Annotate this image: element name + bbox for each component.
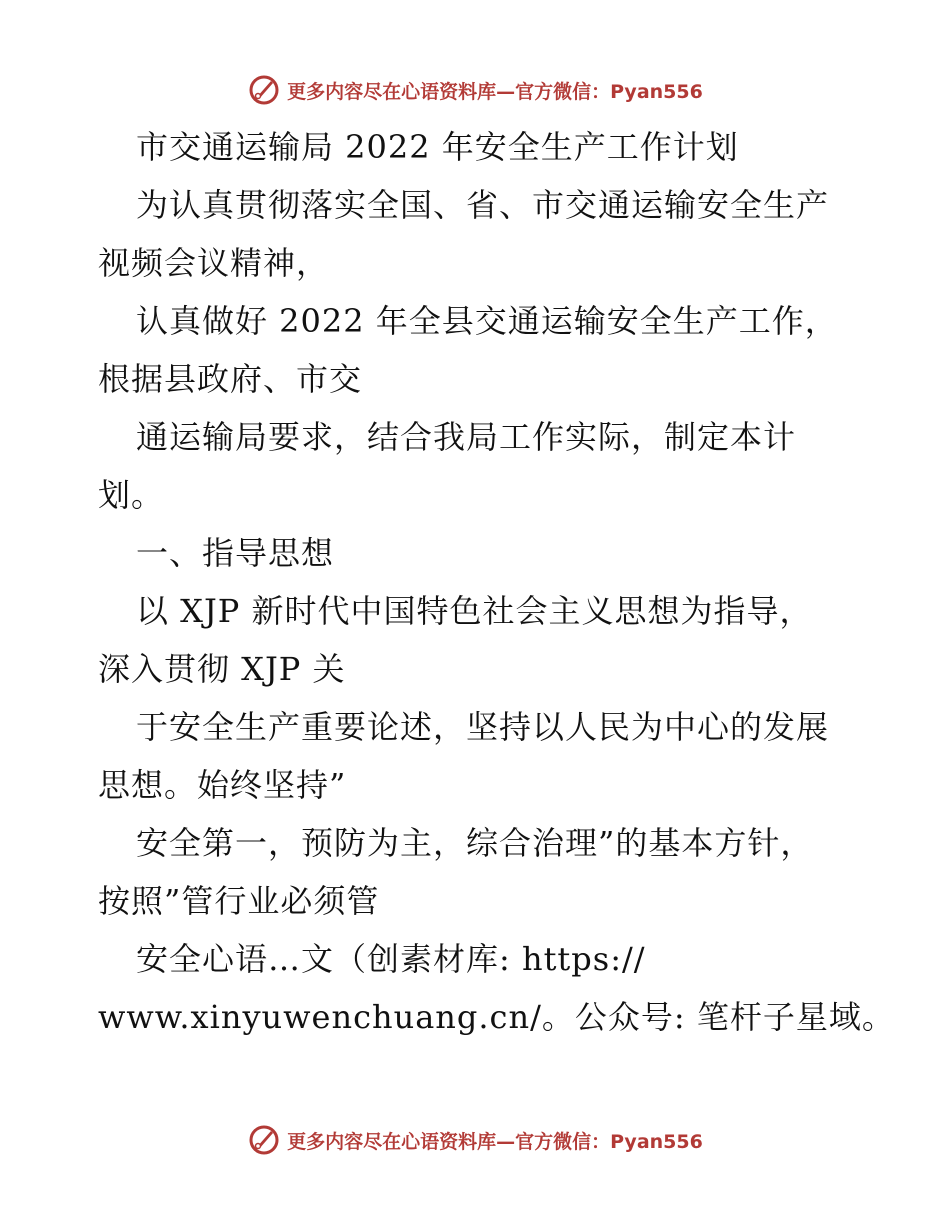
header-banner-text: 更多内容尽在心语资料库—官方微信：Pyan556 — [287, 80, 703, 103]
paragraph-line: 根据县政府、市交 — [98, 360, 363, 398]
paragraph-line: 按照”管行业必须管 — [98, 882, 380, 920]
quill-logo-icon — [247, 73, 281, 107]
paragraph-line: www.xinyuwenchuang.cn/。公众号: 笔杆子星域。 — [98, 998, 895, 1036]
paragraph-line: 安全心语…文（创素材库: https:// — [136, 940, 646, 978]
paragraph-line: 思想。始终坚持” — [98, 766, 347, 804]
paragraph-line: 安全第一，预防为主，综合治理”的基本方针， — [136, 824, 814, 862]
paragraph-line: 为认真贯彻落实全国、省、市交通运输安全生产 — [136, 186, 830, 224]
paragraph-line: 视频会议精神， — [98, 244, 330, 282]
paragraph-line: 认真做好 2022 年全县交通运输安全生产工作， — [136, 302, 838, 340]
paragraph-line: 划。 — [98, 476, 165, 514]
section-heading: 一、指导思想 — [136, 534, 335, 572]
document-body — [98, 118, 895, 1046]
footer-banner-text: 更多内容尽在心语资料库—官方微信：Pyan556 — [287, 1130, 703, 1153]
paragraph-line: 深入贯彻 XJP 关 — [98, 650, 346, 688]
quill-logo-icon — [247, 1123, 281, 1157]
header-banner — [0, 70, 950, 110]
document-title: 市交通运输局 2022 年安全生产工作计划 — [136, 128, 739, 166]
paragraph-line: 通运输局要求，结合我局工作实际，制定本计 — [136, 418, 797, 456]
footer-banner — [0, 1120, 950, 1160]
paragraph-line: 于安全生产重要论述，坚持以人民为中心的发展 — [136, 708, 830, 746]
paragraph-line: 以 XJP 新时代中国特色社会主义思想为指导， — [136, 592, 813, 630]
